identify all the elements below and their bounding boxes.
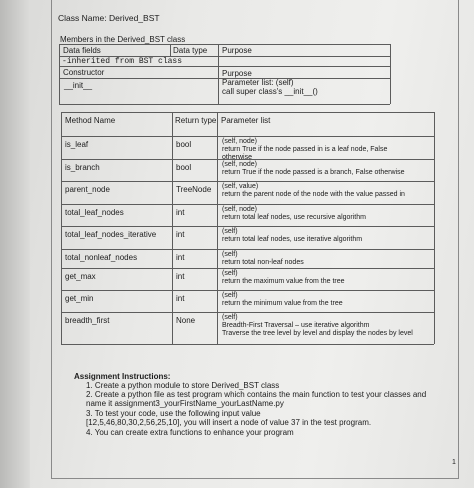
method-parameter-line: (self, node)	[222, 138, 258, 145]
method-return-type: int	[176, 230, 185, 239]
method-name: get_min	[65, 294, 94, 303]
page-number: 1	[452, 459, 456, 466]
assignment-item: 4. You can create extra functions to enhance your program	[86, 428, 294, 437]
constructor-label: Constructor	[63, 68, 105, 77]
method-parameter-line: return the parent node of the node with the value passed in	[222, 191, 405, 198]
method-parameter-line: (self)	[222, 292, 238, 299]
members-title: Members in the Derived_BST class	[60, 35, 186, 44]
method-name: get_max	[65, 272, 96, 281]
class-name-label: Class Name: Derived_BST	[58, 13, 160, 23]
assignment-title: Assignment Instructions:	[74, 372, 171, 381]
method-name-header: Method Name	[65, 116, 116, 125]
method-return-type: TreeNode	[176, 185, 212, 194]
return-type-header: Return type	[175, 116, 217, 125]
method-name: is_leaf	[65, 140, 89, 149]
method-return-type: bool	[176, 163, 192, 172]
method-return-type: int	[176, 294, 185, 303]
method-name: total_leaf_nodes	[65, 208, 124, 217]
method-parameter-line: (self)	[222, 251, 238, 258]
method-parameter-line: return True if the node passed in is a leaf node, False	[222, 146, 388, 153]
method-parameter-line: (self, node)	[222, 161, 258, 168]
purpose-header: Purpose	[222, 46, 252, 55]
inherited-note: -inherited from BST class	[62, 57, 183, 66]
constructor-init: __init__	[64, 81, 93, 90]
method-parameter-line: (self)	[222, 228, 238, 235]
method-return-type: int	[176, 253, 185, 262]
method-parameter-line: (self)	[222, 270, 238, 277]
method-parameter-line: return total leaf nodes, use recursive algorithm	[222, 214, 366, 221]
page-edge-shadow	[0, 0, 30, 488]
method-name: total_nonleaf_nodes	[65, 253, 138, 262]
constructor-purpose-line: call super class's __init__()	[222, 87, 318, 96]
method-parameter-line: (self, node)	[222, 206, 258, 213]
method-parameter-line: Breadth-First Traversal – use iterative algorithm	[222, 322, 370, 329]
method-name: parent_node	[65, 185, 110, 194]
method-parameter-line: otherwise	[222, 154, 252, 161]
assignment-item: [12,5,46,80,30,2,56,25,10], you will insert a node of value 37 in the test program.	[86, 418, 372, 427]
method-parameter-line: return the minimum value from the tree	[222, 300, 343, 307]
method-parameter-line: Traverse the tree level by level and display the nodes by level	[222, 330, 413, 337]
method-name: is_branch	[65, 163, 100, 172]
method-parameter-line: return True if the node passed is a branch, False otherwise	[222, 169, 405, 176]
method-return-type: int	[176, 208, 185, 217]
method-return-type: bool	[176, 140, 192, 149]
method-parameter-line: (self)	[222, 314, 238, 321]
constructor-purpose-label: Purpose	[222, 69, 252, 78]
assignment-item: 3. To test your code, use the following input value	[86, 409, 261, 418]
assignment-item: 1. Create a python module to store Derived_BST class	[86, 381, 280, 390]
method-return-type: None	[176, 316, 196, 325]
method-name: breadth_first	[65, 316, 110, 325]
method-name: total_leaf_nodes_iterative	[65, 230, 157, 239]
parameter-list-header: Parameter list	[221, 116, 271, 125]
method-return-type: int	[176, 272, 185, 281]
constructor-purpose-line: Parameter list: (self)	[222, 78, 294, 87]
assignment-item: name it assignment3_yourFirstName_yourLastName.py	[86, 399, 284, 408]
method-parameter-line: return total non-leaf nodes	[222, 259, 304, 266]
method-parameter-line: return total leaf nodes, use iterative algorithm	[222, 236, 363, 243]
data-type-header: Data type	[173, 46, 208, 55]
data-fields-header: Data fields	[63, 46, 101, 55]
assignment-item: 2. Create a python file as test program which contains the main function to test your classes and	[86, 390, 427, 399]
method-parameter-line: return the maximum value from the tree	[222, 278, 345, 285]
method-parameter-line: (self, value)	[222, 183, 259, 190]
